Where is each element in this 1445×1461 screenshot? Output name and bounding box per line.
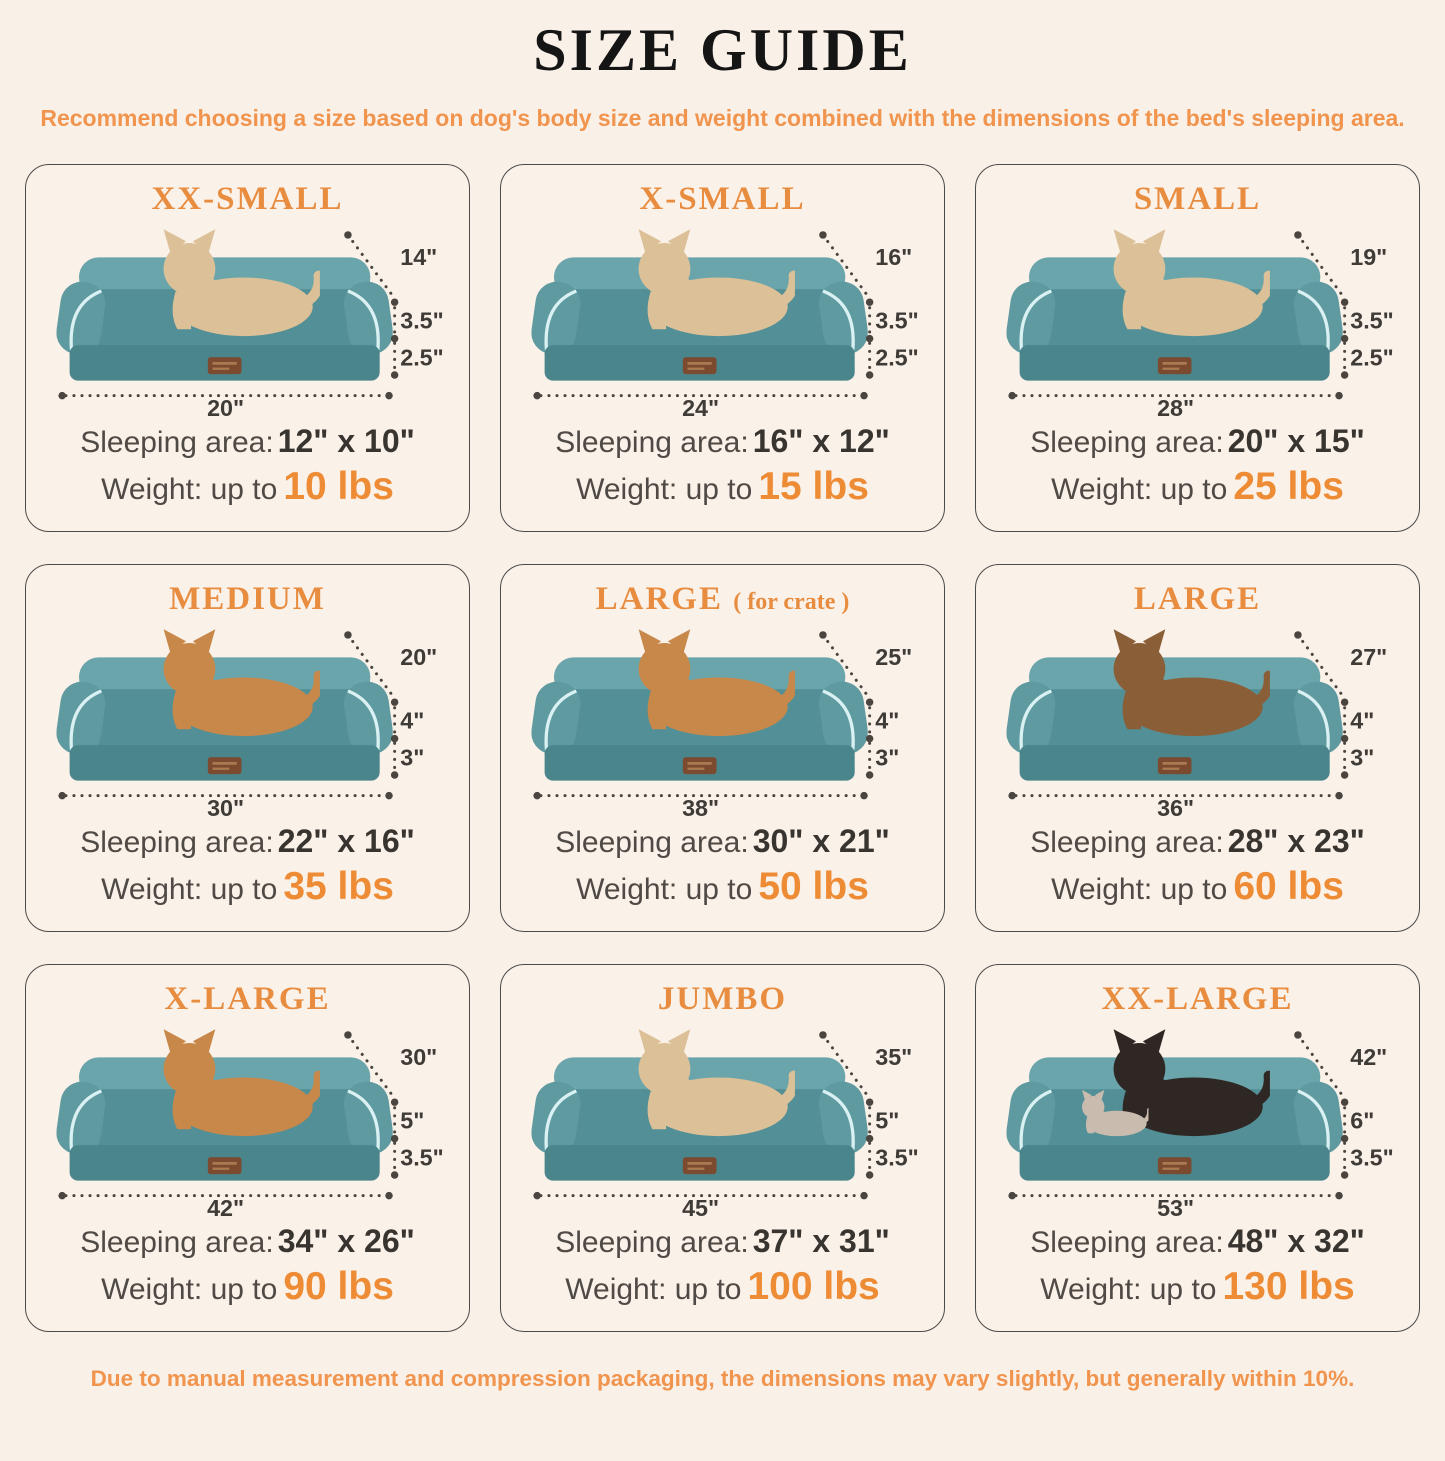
page-subtitle: Recommend choosing a size based on dog's body size and weight combined with the dimensions of the bed's sleeping area. — [40, 105, 1405, 131]
dim-bolster-label: 5" — [874, 1107, 899, 1134]
size-title — [34, 181, 461, 218]
sleeping-area-label: Sleeping area: — [80, 826, 274, 859]
dim-width-label: 36" — [1156, 795, 1194, 818]
sleeping-area-label: Sleeping area: — [555, 426, 749, 459]
page-header — [0, 16, 1445, 132]
sleeping-area-line — [34, 821, 461, 862]
sleeping-area-label: Sleeping area: — [80, 1226, 274, 1259]
size-title — [34, 581, 461, 618]
size-card-large-for-crate — [500, 564, 945, 932]
size-name: XX-SMALL — [151, 181, 344, 217]
weight-line — [509, 463, 936, 512]
sleeping-area-line — [984, 421, 1411, 462]
dim-width-label: 42" — [206, 1195, 244, 1218]
size-card-x-small — [500, 164, 945, 532]
bed-illustration — [997, 1020, 1399, 1218]
dim-depth-label: 16" — [874, 243, 912, 270]
size-card-grid — [0, 164, 1445, 1332]
weight-label: Weight: up to — [565, 1272, 742, 1306]
size-name: MEDIUM — [169, 581, 326, 617]
size-title — [509, 581, 936, 618]
sleeping-area-value: 37" x 31" — [752, 1223, 890, 1259]
dim-bolster-label: 4" — [874, 707, 899, 734]
size-name: X-SMALL — [639, 181, 806, 217]
bed-illustration — [997, 220, 1399, 418]
sleeping-area-line — [34, 421, 461, 462]
sleeping-area-line — [509, 421, 936, 462]
sleeping-area-line — [34, 1221, 461, 1262]
dim-bolster-label: 5" — [399, 1107, 424, 1134]
size-name: XX-LARGE — [1101, 981, 1294, 1017]
dim-bolster-label: 3.5" — [1349, 307, 1394, 334]
sleeping-area-label: Sleeping area: — [1030, 426, 1224, 459]
sleeping-area-line — [509, 821, 936, 862]
dim-bolster-label: 3.5" — [399, 307, 444, 334]
sleeping-area-label: Sleeping area: — [80, 426, 274, 459]
dim-width-label: 24" — [681, 395, 719, 418]
weight-value: 25 lbs — [1233, 464, 1344, 508]
size-title — [984, 181, 1411, 218]
sleeping-area-value: 30" x 21" — [752, 823, 890, 859]
bed-illustration — [47, 620, 449, 818]
dim-bolster-label: 4" — [399, 707, 424, 734]
sleeping-area-line — [984, 821, 1411, 862]
weight-line — [984, 463, 1411, 512]
size-card-medium — [25, 564, 470, 932]
bed-illustration — [522, 1020, 924, 1218]
dim-bolster-label: 6" — [1349, 1107, 1374, 1134]
weight-label: Weight: up to — [1040, 1272, 1217, 1306]
bed-illustration — [47, 220, 449, 418]
weight-value: 50 lbs — [758, 864, 869, 908]
weight-line — [34, 863, 461, 912]
dim-depth-label: 42" — [1349, 1043, 1387, 1070]
page-title: SIZE GUIDE — [533, 17, 912, 83]
sleeping-area-label: Sleeping area: — [1030, 826, 1224, 859]
size-card-small — [975, 164, 1420, 532]
size-title — [984, 981, 1411, 1018]
size-name: X-LARGE — [164, 981, 331, 1017]
size-card-jumbo — [500, 964, 945, 1332]
size-name: SMALL — [1133, 181, 1262, 217]
sleeping-area-label: Sleeping area: — [555, 1226, 749, 1259]
dim-depth-label: 27" — [1349, 643, 1387, 670]
dim-bolster-label: 3.5" — [874, 307, 919, 334]
sleeping-area-label: Sleeping area: — [555, 826, 749, 859]
dim-width-label: 53" — [1156, 1195, 1194, 1218]
sleeping-area-value: 22" x 16" — [277, 823, 415, 859]
weight-label: Weight: up to — [101, 1272, 278, 1306]
sleeping-area-value: 48" x 32" — [1227, 1223, 1365, 1259]
dim-depth-label: 20" — [399, 643, 437, 670]
bed-illustration — [522, 220, 924, 418]
weight-value: 15 lbs — [758, 464, 869, 508]
weight-value: 35 lbs — [283, 864, 394, 908]
sleeping-area-value: 12" x 10" — [277, 423, 415, 459]
sleeping-area-value: 16" x 12" — [752, 423, 890, 459]
dim-depth-label: 30" — [399, 1043, 437, 1070]
size-note: ( for crate ) — [733, 589, 850, 615]
weight-label: Weight: up to — [101, 872, 278, 906]
weight-line — [509, 1263, 936, 1312]
weight-line — [34, 463, 461, 512]
bed-illustration — [997, 620, 1399, 818]
weight-value: 130 lbs — [1222, 1264, 1355, 1308]
dim-width-label: 20" — [206, 395, 244, 418]
dim-width-label: 45" — [681, 1195, 719, 1218]
dim-base-label: 2.5" — [874, 344, 919, 371]
size-name: JUMBO — [657, 981, 788, 1017]
weight-line — [984, 1263, 1411, 1312]
weight-label: Weight: up to — [576, 472, 753, 506]
sleeping-area-line — [509, 1221, 936, 1262]
dim-base-label: 3" — [399, 744, 424, 771]
sleeping-area-value: 20" x 15" — [1227, 423, 1365, 459]
size-title — [34, 981, 461, 1018]
size-card-xx-small — [25, 164, 470, 532]
dim-base-label: 3.5" — [399, 1144, 444, 1171]
weight-value: 60 lbs — [1233, 864, 1344, 908]
dim-depth-label: 25" — [874, 643, 912, 670]
dim-width-label: 28" — [1156, 395, 1194, 418]
weight-line — [984, 863, 1411, 912]
dim-depth-label: 14" — [399, 243, 437, 270]
sleeping-area-value: 28" x 23" — [1227, 823, 1365, 859]
weight-line — [509, 863, 936, 912]
size-card-xx-large — [975, 964, 1420, 1332]
size-card-x-large — [25, 964, 470, 1332]
weight-value: 100 lbs — [747, 1264, 880, 1308]
dim-base-label: 3.5" — [1349, 1144, 1394, 1171]
dim-base-label: 2.5" — [399, 344, 444, 371]
weight-value: 10 lbs — [283, 464, 394, 508]
weight-value: 90 lbs — [283, 1264, 394, 1308]
dim-base-label: 3" — [874, 744, 899, 771]
bed-illustration — [522, 620, 924, 818]
weight-label: Weight: up to — [101, 472, 278, 506]
size-title — [984, 581, 1411, 618]
dim-base-label: 2.5" — [1349, 344, 1394, 371]
weight-label: Weight: up to — [1051, 472, 1228, 506]
dim-depth-label: 19" — [1349, 243, 1387, 270]
dim-width-label: 30" — [206, 795, 244, 818]
sleeping-area-value: 34" x 26" — [277, 1223, 415, 1259]
sleeping-area-line — [984, 1221, 1411, 1262]
size-title — [509, 181, 936, 218]
weight-line — [34, 1263, 461, 1312]
dim-bolster-label: 4" — [1349, 707, 1374, 734]
dim-width-label: 38" — [681, 795, 719, 818]
weight-label: Weight: up to — [576, 872, 753, 906]
size-title — [509, 981, 936, 1018]
sleeping-area-label: Sleeping area: — [1030, 1226, 1224, 1259]
dim-depth-label: 35" — [874, 1043, 912, 1070]
size-name: LARGE — [1133, 581, 1262, 617]
weight-label: Weight: up to — [1051, 872, 1228, 906]
page-footer: Due to manual measurement and compression packaging, the dimensions may vary slightly, but generally within 10%. — [90, 1366, 1355, 1391]
dim-base-label: 3" — [1349, 744, 1374, 771]
size-name: LARGE — [595, 581, 723, 617]
size-card-large — [975, 564, 1420, 932]
dim-base-label: 3.5" — [874, 1144, 919, 1171]
bed-illustration — [47, 1020, 449, 1218]
